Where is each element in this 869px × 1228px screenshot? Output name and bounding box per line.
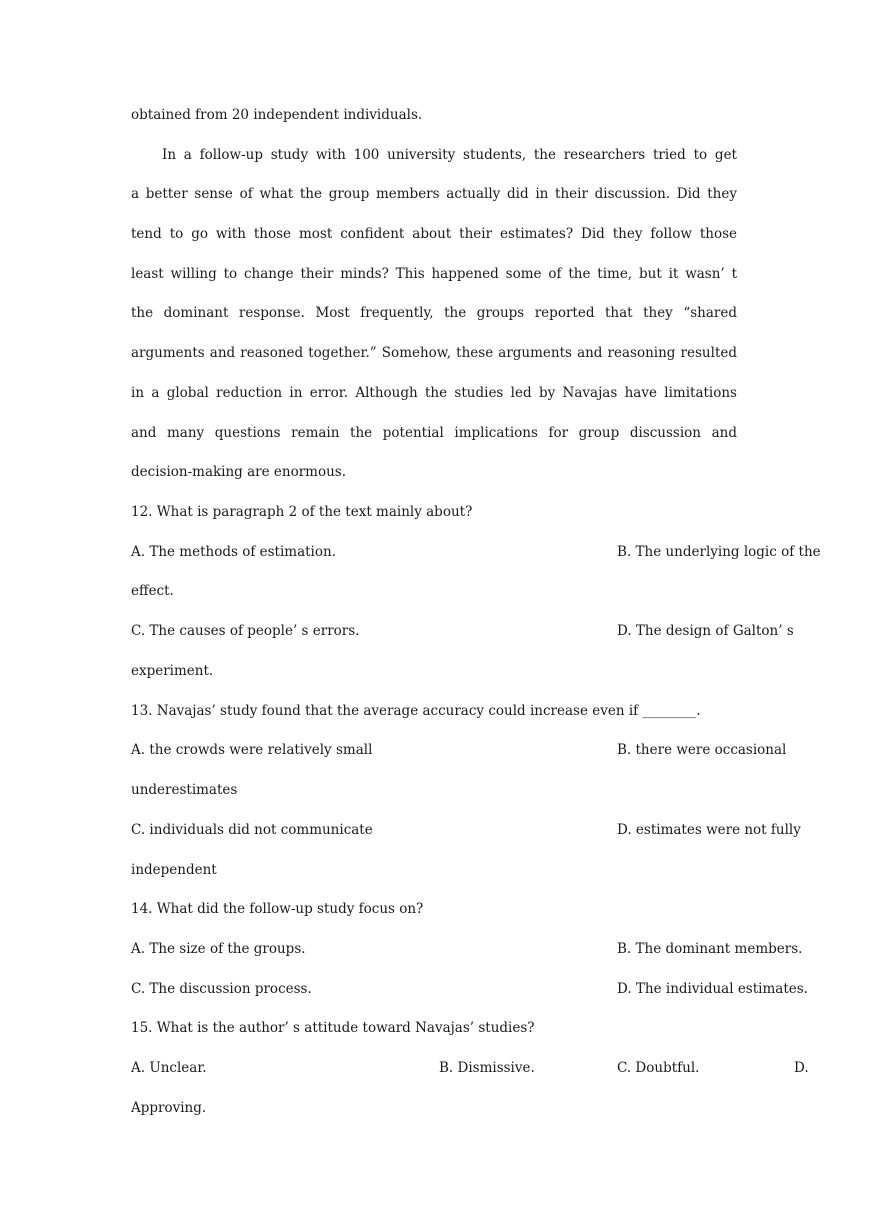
question-13-option-c: C. individuals did not communicate <box>131 822 373 838</box>
question-12-option-b-continued: effect. <box>131 583 174 599</box>
question-13-option-d: D. estimates were not fully <box>617 822 801 838</box>
question-12-options-row-1 <box>131 542 821 562</box>
question-12-option-c: C. The causes of people’ s errors. <box>131 623 360 639</box>
passage-line: arguments and reasoned together.” Somehow, these arguments and reasoning resulted <box>131 345 737 361</box>
question-13-options-row-2 <box>131 820 801 840</box>
passage-line: least willing to change their minds? This happened some of the time, but it wasn’ t <box>131 266 737 282</box>
question-13-option-a: A. the crowds were relatively small <box>131 742 373 758</box>
question-12-option-b: B. The underlying logic of the <box>617 544 821 560</box>
passage-line: in a global reduction in error. Although the studies led by Navajas have limitations <box>131 385 737 401</box>
question-12-stem: 12. What is paragraph 2 of the text mainly about? <box>131 504 473 520</box>
question-14-stem: 14. What did the follow-up study focus on? <box>131 901 424 917</box>
question-13-option-d-continued: independent <box>131 862 217 878</box>
question-15-stem: 15. What is the author’ s attitude toward Navajas’ studies? <box>131 1020 535 1036</box>
question-13-option-b: B. there were occasional <box>617 742 787 758</box>
question-12-option-d-continued: experiment. <box>131 663 214 679</box>
question-14-option-d: D. The individual estimates. <box>617 981 808 997</box>
question-15-option-b: B. Dismissive. <box>439 1060 535 1076</box>
question-13-options-row-1 <box>131 740 787 760</box>
question-12-options-row-2 <box>131 621 794 641</box>
question-13-stem: 13. Navajas’ study found that the average accuracy could increase even if ________. <box>131 703 701 719</box>
passage-line: decision-making are enormous. <box>131 464 347 480</box>
question-14-option-b: B. The dominant members. <box>617 941 803 957</box>
passage-line: and many questions remain the potential implications for group discussion and <box>131 425 737 441</box>
question-13-option-b-continued: underestimates <box>131 782 238 798</box>
question-15-option-d: D. <box>794 1060 809 1076</box>
question-15-option-d-continued: Approving. <box>131 1100 207 1116</box>
question-12-option-d: D. The design of Galton’ s <box>617 623 794 639</box>
passage-line: obtained from 20 independent individuals. <box>131 107 423 123</box>
question-14-options-row-1 <box>131 939 803 959</box>
question-15-option-c: C. Doubtful. <box>617 1060 700 1076</box>
passage-line: a better sense of what the group members actually did in their discussion. Did they <box>131 186 737 202</box>
question-14-option-c: C. The discussion process. <box>131 981 312 997</box>
question-14-option-a: A. The size of the groups. <box>131 941 306 957</box>
passage-line: In a follow-up study with 100 university students, the researchers tried to get <box>162 147 737 163</box>
question-15-options-row <box>131 1058 809 1078</box>
passage-line: the dominant response. Most frequently, the groups reported that they “shared <box>131 305 737 321</box>
passage-line: tend to go with those most confident about their estimates? Did they follow those <box>131 226 737 242</box>
question-15-option-a: A. Unclear. <box>131 1060 207 1076</box>
question-14-options-row-2 <box>131 979 808 999</box>
question-12-option-a: A. The methods of estimation. <box>131 544 336 560</box>
